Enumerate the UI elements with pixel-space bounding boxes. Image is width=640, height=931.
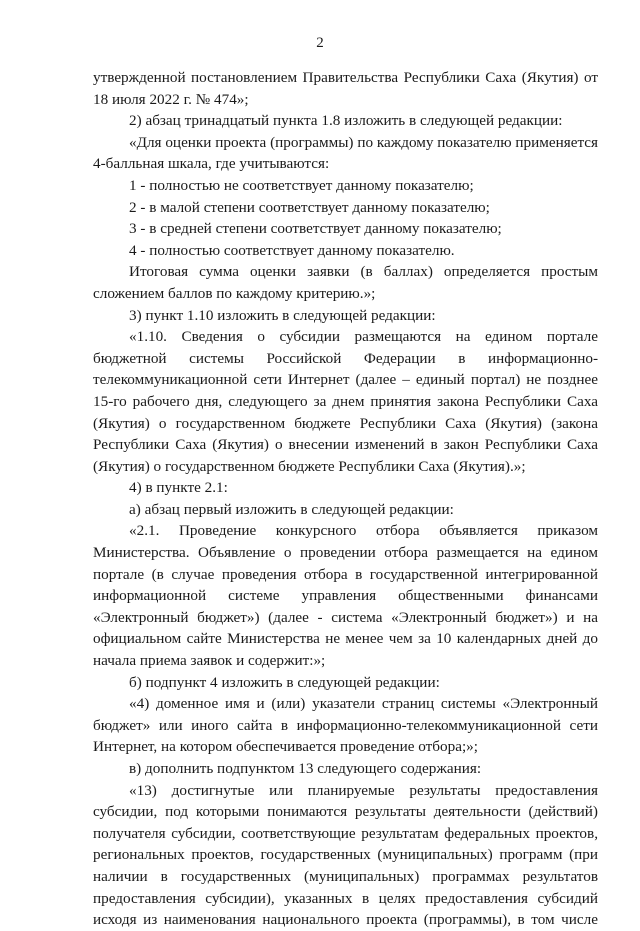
paragraph-domain-name: «4) доменное имя и (или) указатели страниц системы «Электронный бюджет» или иного сайта в информационно-телекоммуникационной сети Интернет, на котором обеспечивается проведение отбора;»; bbox=[93, 695, 598, 756]
paragraph-total-score: Итоговая сумма оценки заявки (в баллах) определяется простым сложением баллов по каждому критерию.»; bbox=[93, 263, 598, 302]
paragraph-quote-scale: «Для оценки проекта (программы) по каждому показателю применяется 4-балльная шкала, где учитываются: bbox=[93, 133, 598, 173]
paragraph-item-4a: а) абзац первый изложить в следующей редакции: bbox=[129, 500, 454, 518]
paragraph-score-2: 2 - в малой степени соответствует данному показателю; bbox=[129, 198, 490, 216]
paragraph-subsidy-info: «1.10. Сведения о субсидии размещаются на едином портале бюджетной системы Российской Федерации в информационно-телекоммуникационной сети Интернет (далее – единый портал) не позднее 15-го рабочего дня, следующего за днем принятия закона Республики Саха (Якутия) о государственном бюджете Республики Саха (Якутия) (закона Республики Саха (Якутия) о внесении изменений в закон Республики Саха (Якутия) о государственном бюджете Республики Саха (Якутия).»; bbox=[93, 328, 598, 475]
paragraph-selection-announcement: «2.1. Проведение конкурсного отбора объявляется приказом Министерства. Объявление о проведении отбора размещается на едином портале (в случае проведения отбора в государственной интегрированной информационной системе управления общественными финансами «Электронный бюджет») (далее - система «Электронный бюджет») и на официальном сайте Министерства не менее чем за 10 календарных дней до начала приема заявок и содержит:»; bbox=[93, 522, 598, 670]
paragraph-item-4: 4) в пункте 2.1: bbox=[129, 479, 228, 497]
paragraph-continuation: утвержденной постановлением Правительства Республики Саха (Якутия) от 18 июля 2022 г. № 474»; bbox=[93, 69, 598, 108]
paragraph-item-2: 2) абзац тринадцатый пункта 1.8 изложить в следующей редакции: bbox=[129, 112, 563, 130]
paragraph-item-4b: б) подпункт 4 изложить в следующей редакции: bbox=[129, 673, 440, 691]
paragraph-score-4: 4 - полностью соответствует данному показателю. bbox=[129, 241, 455, 259]
paragraph-score-3: 3 - в средней степени соответствует данному показателю; bbox=[129, 220, 502, 238]
paragraph-item-3: 3) пункт 1.10 изложить в следующей редакции: bbox=[129, 306, 436, 324]
paragraph-subitem-13: «13) достигнутые или планируемые результаты предоставления субсидии, под которыми понимаются результаты деятельности (действий) получателя субсидии, соответствующие результатам федеральных проектов, региональных проектов, государственных (муниципальных) программ (при наличии в государственных (муниципальных) программах результатов предоставления субсидии), указанных в целях предоставления субсидий исходя из наименования национального проекта (программы), в том числе bbox=[93, 781, 598, 929]
paragraph-item-4c: в) дополнить подпунктом 13 следующего содержания: bbox=[129, 760, 482, 777]
document-body bbox=[93, 67, 598, 931]
paragraph-score-1: 1 - полностью не соответствует данному показателю; bbox=[129, 176, 474, 194]
page-number: 2 bbox=[316, 35, 324, 51]
